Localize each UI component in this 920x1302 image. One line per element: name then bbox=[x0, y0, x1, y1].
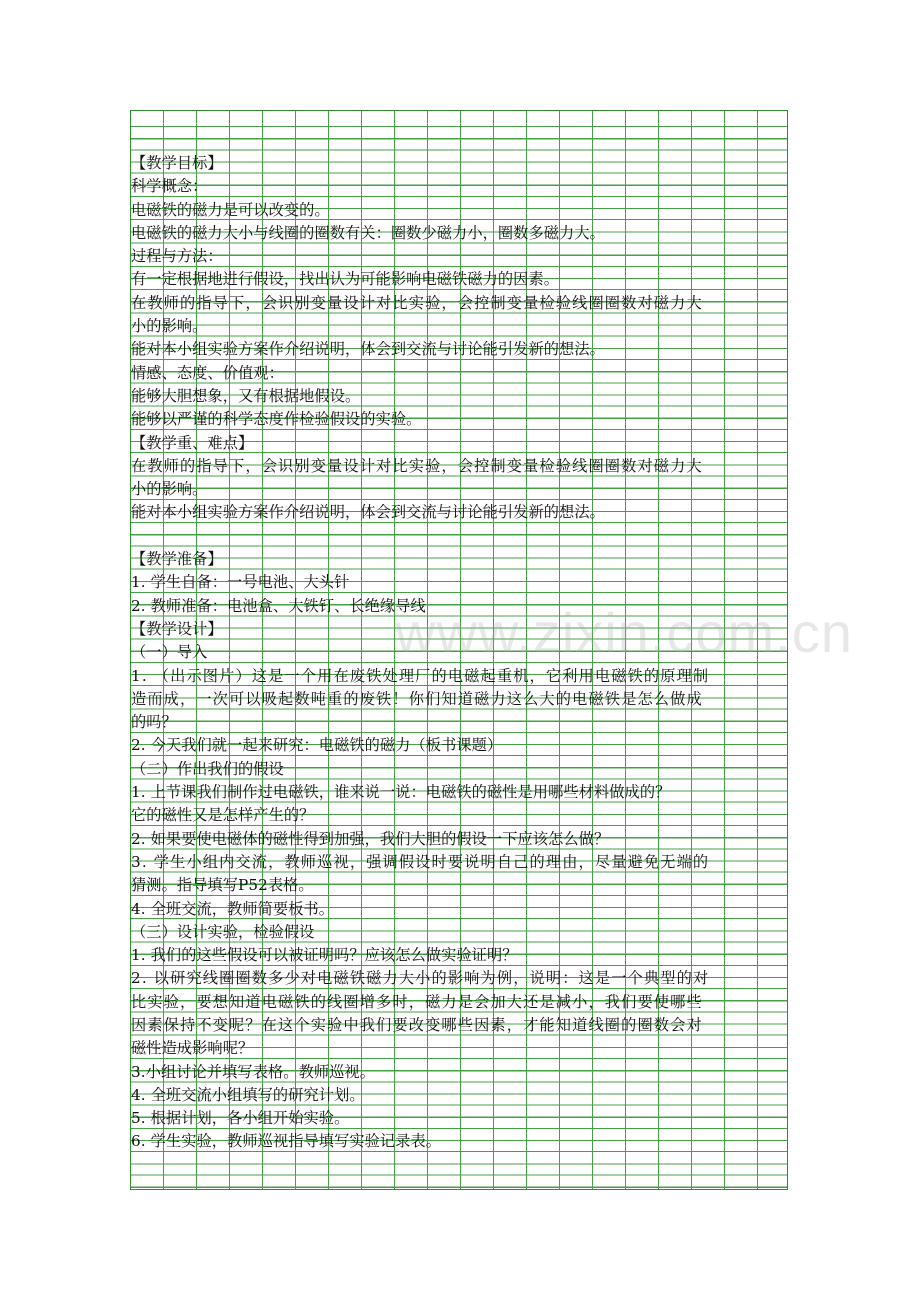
list-item: 4. 全班交流小组填写的研究计划。 bbox=[131, 1085, 365, 1104]
text-line: 磁性造成影响呢？ bbox=[131, 1039, 254, 1058]
text-line: 电磁铁的磁力是可以改变的。 bbox=[131, 200, 330, 219]
subheading-process-methods: 过程与方法： bbox=[131, 247, 223, 266]
text-line: 造而成，一次可以吸起数吨重的废铁！你们知道磁力这么大的电磁铁是怎么做成 bbox=[131, 689, 703, 708]
list-item: 1. （出示图片）这是一个用在废铁处理厂的电磁起重机，它利用电磁铁的原理制 bbox=[131, 666, 710, 685]
document-body bbox=[131, 152, 791, 1154]
subheading-introduction: （一）导入 bbox=[131, 643, 208, 662]
text-line: 在教师的指导下，会识别变量设计对比实验，会控制变量检验线圈圈数对磁力大 bbox=[131, 456, 703, 475]
text-line: 在教师的指导下，会识别变量设计对比实验，会控制变量检验线圈圈数对磁力大 bbox=[131, 293, 703, 312]
section-heading-preparation: 【教学准备】 bbox=[131, 550, 223, 569]
list-item: 2. 教师准备：电池盒、大铁钉、长绝缘导线 bbox=[131, 596, 426, 615]
subheading-hypothesis: （二）作出我们的假设 bbox=[131, 759, 284, 778]
section-heading-key-points: 【教学重、难点】 bbox=[131, 433, 254, 452]
section-heading-objectives: 【教学目标】 bbox=[131, 154, 223, 172]
text-line: 的吗？ bbox=[131, 713, 177, 732]
blank-line bbox=[131, 525, 791, 548]
section-heading-design: 【教学设计】 bbox=[131, 619, 223, 638]
text-line: 小的影响。 bbox=[131, 480, 208, 499]
list-item: 6. 学生实验，教师巡视指导填写实验记录表。 bbox=[131, 1132, 442, 1151]
list-item: 2. 以研究线圈圈数多少对电磁铁磁力大小的影响为例，说明：这是一个典型的对 bbox=[131, 969, 710, 988]
text-line: 电磁铁的磁力大小与线圈的圈数有关：圈数少磁力小，圈数多磁力大。 bbox=[131, 223, 605, 242]
list-item: 3. 学生小组内交流，教师巡视，强调假设时要说明自己的理由，尽量避免无端的 bbox=[131, 852, 710, 871]
list-item: 1. 我们的这些假设可以被证明吗？应该怎么做实验证明？ bbox=[131, 946, 518, 965]
subheading-experiment: （三）设计实验，检验假设 bbox=[131, 922, 315, 941]
subheading-attitudes-values: 情感、态度、价值观： bbox=[131, 363, 284, 382]
text-line: 猜测。指导填写P52表格。 bbox=[131, 876, 314, 895]
text-line: 因素保持不变呢？在这个实验中我们要改变哪些因素，才能知道线圈的圈数会对 bbox=[131, 1015, 703, 1034]
text-line: 比实验，要想知道电磁铁的线圈增多时，磁力是会加大还是减小，我们要使哪些 bbox=[131, 992, 703, 1011]
list-item: 1. 上节课我们制作过电磁铁，谁来说一说：电磁铁的磁性是用哪些材料做成的？ bbox=[131, 783, 671, 802]
text-line: 能够以严谨的科学态度作检验假设的实验。 bbox=[131, 410, 422, 429]
text-line: 有一定根据地进行假设，找出认为可能影响电磁铁磁力的因素。 bbox=[131, 270, 560, 289]
list-item: 5. 根据计划，各小组开始实验。 bbox=[131, 1109, 350, 1128]
text-line: 能够大胆想象，又有根据地假设。 bbox=[131, 386, 361, 405]
text-line: 能对本小组实验方案作介绍说明，体会到交流与讨论能引发新的想法。 bbox=[131, 340, 605, 359]
list-item: 3.小组讨论并填写表格。教师巡视。 bbox=[131, 1062, 376, 1081]
list-item: 4. 全班交流，教师简要板书。 bbox=[131, 899, 335, 918]
text-line: 它的磁性又是怎样产生的？ bbox=[131, 806, 315, 825]
list-item: 1. 学生自备：一号电池、大头针 bbox=[131, 573, 350, 592]
text-line: 能对本小组实验方案作介绍说明，体会到交流与讨论能引发新的想法。 bbox=[131, 503, 605, 522]
text-line: 小的影响。 bbox=[131, 317, 208, 336]
subheading-science-concepts: 科学概念： bbox=[131, 177, 208, 196]
list-item: 2. 如果要使电磁体的磁性得到加强，我们大胆的假设一下应该怎么做？ bbox=[131, 829, 610, 848]
watermark: www.zixin.com.cn bbox=[395, 601, 853, 664]
list-item: 2. 今天我们就一起来研究：电磁铁的磁力（板书课题） bbox=[131, 736, 503, 755]
